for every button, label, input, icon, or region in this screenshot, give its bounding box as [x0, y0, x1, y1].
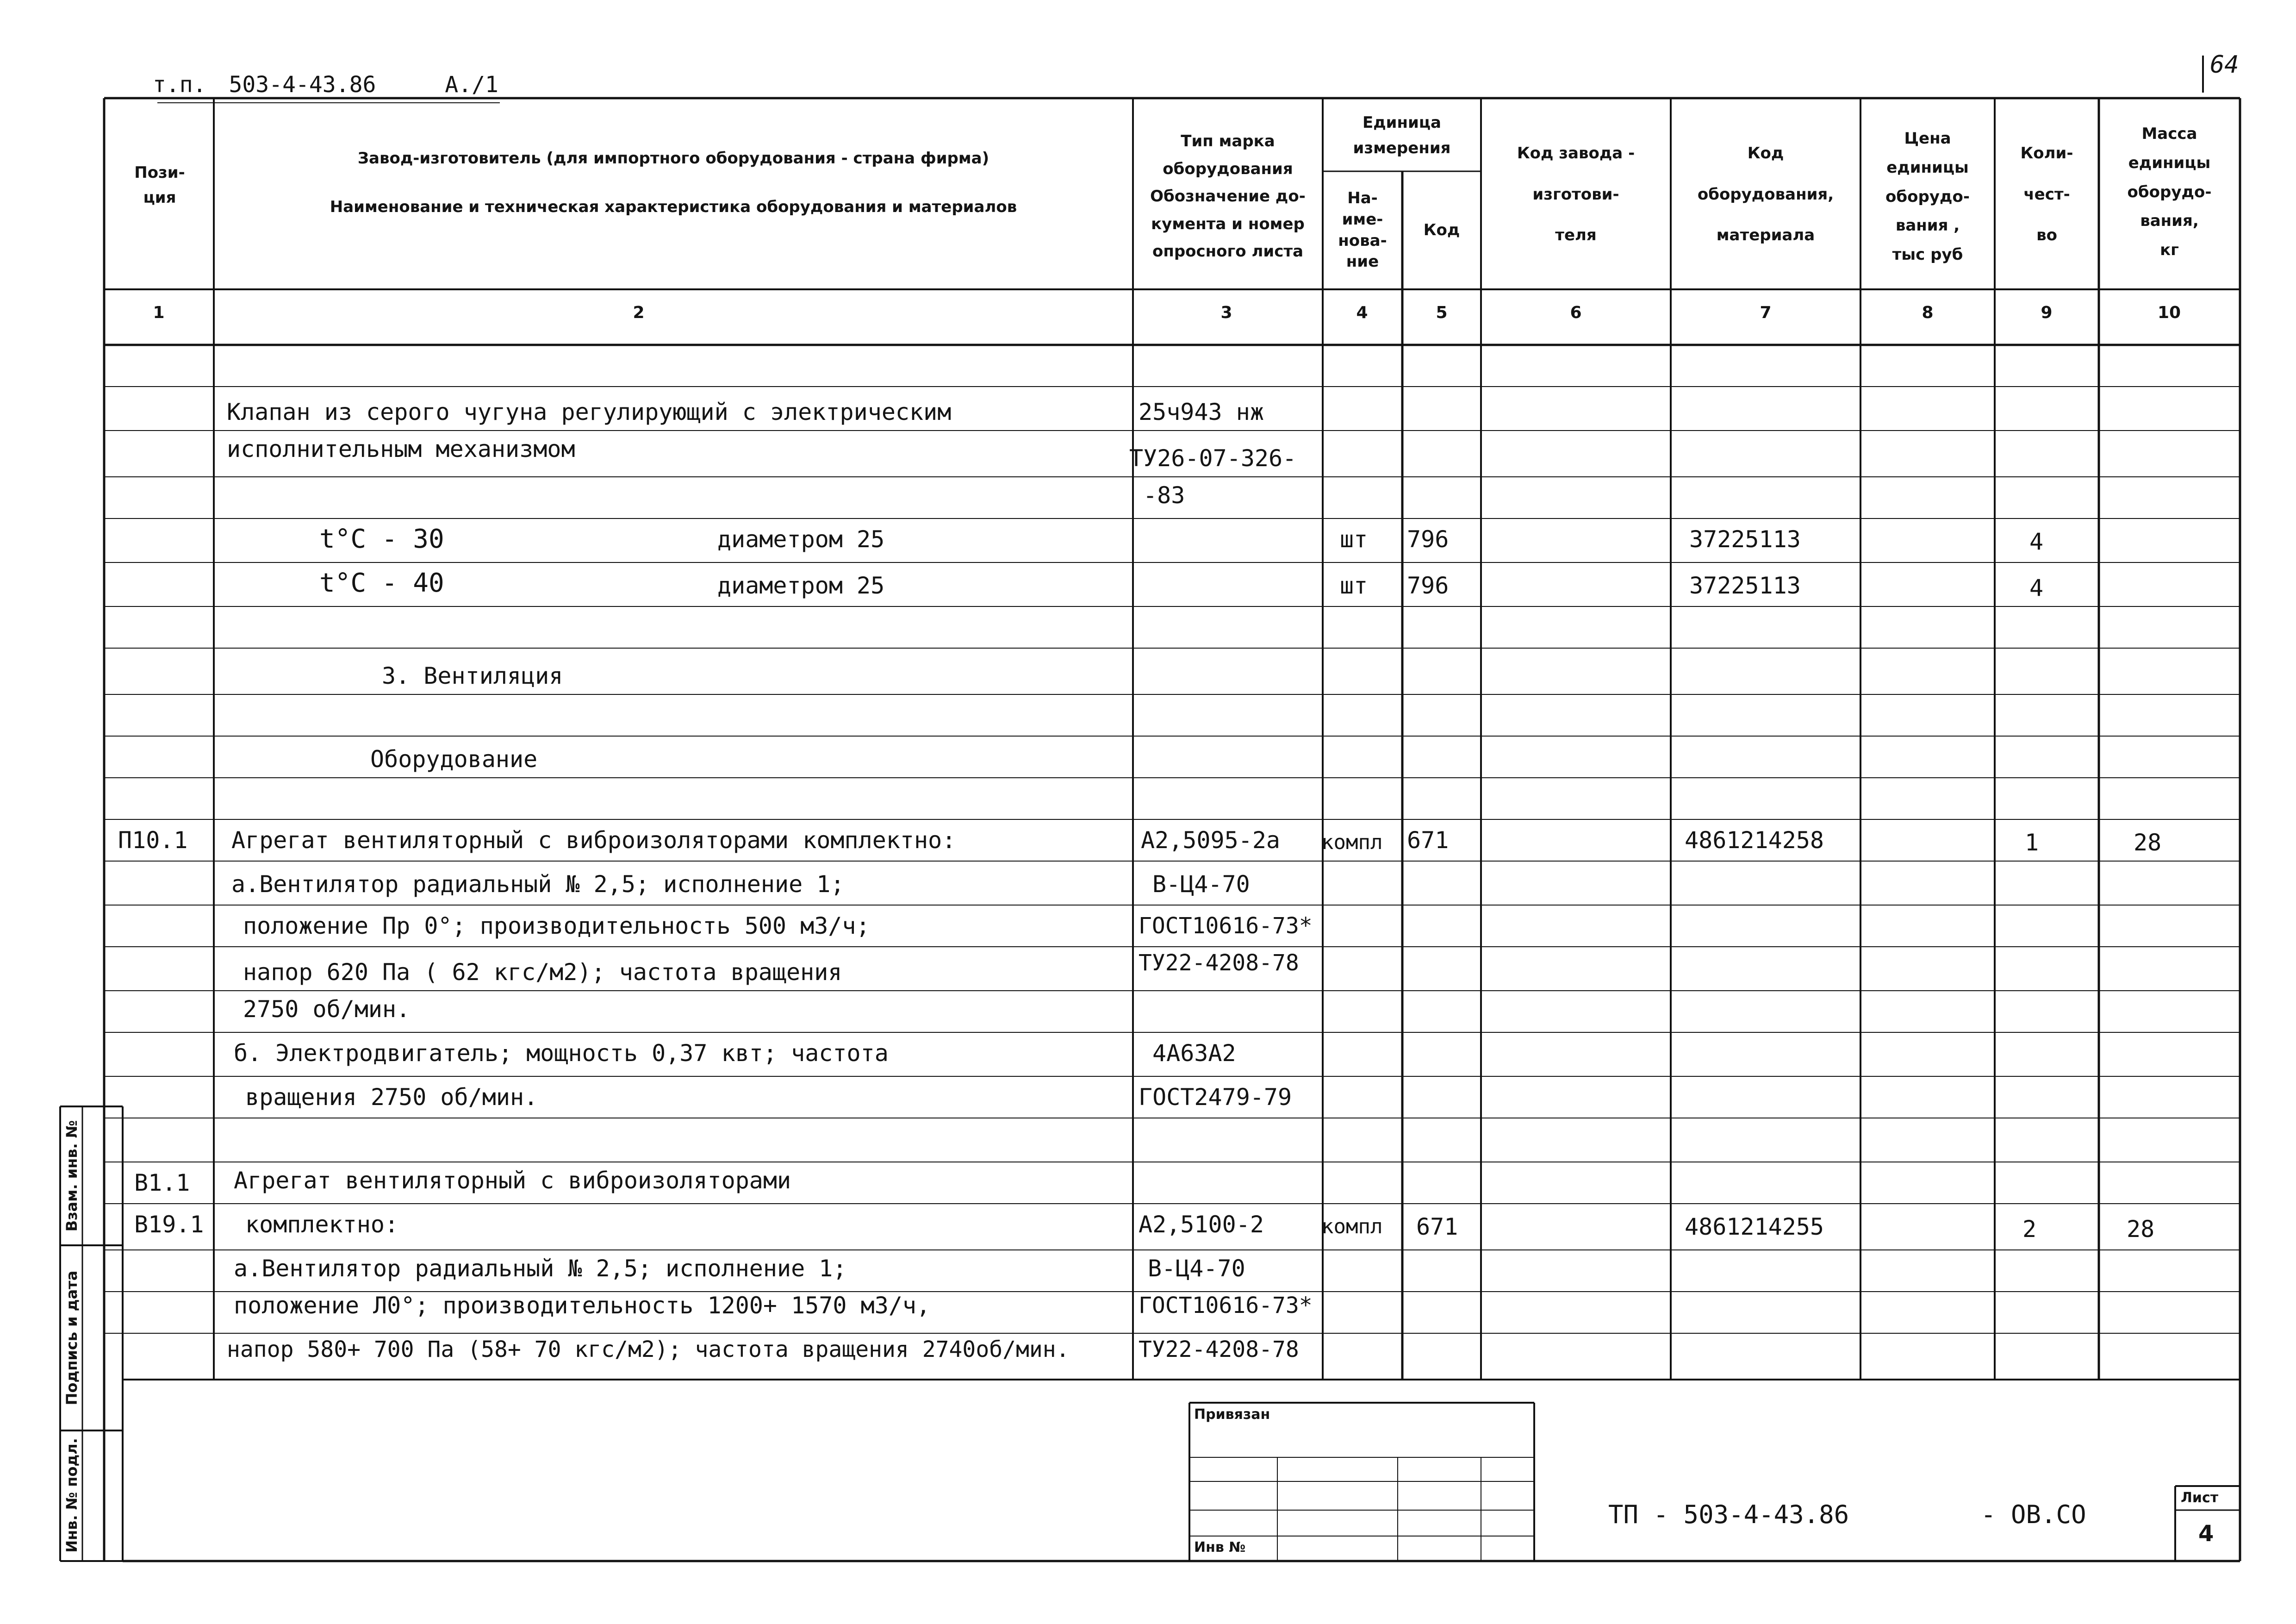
header-unit-name: На- име- нова- ние — [1338, 188, 1387, 271]
row-unit-code: 796 — [1407, 572, 1449, 599]
column-number: 9 — [2041, 303, 2053, 322]
side-label-sign-date: Подпись и дата — [63, 1270, 81, 1405]
row-position: В19.1 — [134, 1211, 204, 1238]
row-type: ГОСТ10616-73* — [1139, 913, 1313, 939]
row-equipment-code: 4861214255 — [1685, 1213, 1824, 1240]
header-mass: Масса единицы оборудо- вания, кг — [2127, 124, 2212, 260]
row-name: Клапан из серого чугуна регулирующий с электрическим — [227, 399, 952, 425]
stamp-privyazan: Привязан — [1194, 1406, 1270, 1423]
stamp-sheet-number: 4 — [2198, 1521, 2214, 1547]
stamp-mark: - ОВ.СО — [1981, 1500, 2086, 1529]
row-equipment-code: 4861214258 — [1685, 827, 1824, 854]
header-factory-code: Код завода - изготови- теля — [1517, 144, 1635, 245]
row-unit: шт — [1340, 572, 1368, 599]
row-type: ТУ22-4208-78 — [1139, 1337, 1299, 1362]
row-equipment-code: 37225113 — [1689, 572, 1801, 599]
column-number: 4 — [1356, 303, 1368, 322]
column-number: 7 — [1760, 303, 1772, 322]
row-name: Агрегат вентиляторный с виброизоляторами — [234, 1167, 791, 1194]
stamp-sheet-label: Лист — [2181, 1490, 2219, 1506]
section-title: 3. Вентиляция — [382, 662, 563, 689]
row-unit: компл — [1321, 831, 1383, 854]
header-price: Цена единицы оборудо- вания , тыс руб — [1885, 129, 1970, 264]
header-position: Пози- ция — [134, 163, 185, 207]
row-type: 25ч943 нж — [1139, 399, 1264, 425]
column-number: 3 — [1220, 303, 1232, 322]
row-type: А2,5095-2а — [1141, 827, 1281, 854]
column-number: 5 — [1436, 303, 1448, 322]
top-reference — [153, 72, 498, 98]
header-quantity: Коли- чест- во — [2020, 144, 2073, 245]
header-name-line1: Завод-изготовитель (для импортного оборудования - страна фирма) — [357, 149, 989, 168]
row-quantity: 4 — [2029, 528, 2044, 555]
row-name: t°C - 30 — [319, 524, 444, 554]
row-name: положение Л0°; производительность 1200+ 1570 м3/ч, — [234, 1292, 931, 1319]
row-unit-code: 671 — [1416, 1213, 1458, 1240]
side-label-vzam-inv: Взам. инв. № — [63, 1120, 81, 1232]
row-name: положение Пр 0°; производительность 500 м3/ч; — [243, 912, 870, 939]
row-name: б. Электродвигатель; мощность 0,37 квт; частота — [234, 1040, 889, 1067]
row-mass: 28 — [2134, 829, 2162, 856]
row-name: напор 620 Па ( 62 кгс/м2); частота вращения — [243, 959, 842, 986]
row-name: диаметром 25 — [717, 572, 885, 599]
row-type: ГОСТ10616-73* — [1139, 1293, 1313, 1318]
row-position: П10.1 — [118, 827, 188, 854]
top-ref-album: А./1 — [445, 72, 498, 98]
header-name-line2: Наименование и техническая характеристика оборудования и материалов — [330, 198, 1017, 216]
row-name: напор 580+ 700 Па (58+ 70 кгс/м2); частота вращения 2740об/мин. — [227, 1337, 1070, 1362]
row-name: t°C - 40 — [319, 568, 444, 598]
row-name: 2750 об/мин. — [243, 996, 411, 1023]
column-number: 1 — [153, 303, 165, 322]
stamp-inv-no: Инв № — [1194, 1539, 1246, 1555]
row-name: а.Вентилятор радиальный № 2,5; исполнение 1; — [234, 1255, 847, 1282]
header-type: Тип марка оборудования Обозначение до- кумента и номер опросного листа — [1150, 132, 1306, 261]
row-equipment-code: 37225113 — [1689, 526, 1801, 553]
row-name: Агрегат вентиляторный с виброизоляторами комплектно: — [231, 827, 956, 854]
column-number: 8 — [1922, 303, 1934, 322]
row-type: 4А63А2 — [1152, 1040, 1236, 1067]
stamp-document-code: ТП - 503-4-43.86 — [1608, 1500, 1849, 1529]
top-ref-tp: т.п. — [153, 72, 206, 98]
row-type: В-Ц4-70 — [1148, 1255, 1245, 1282]
row-unit: шт — [1340, 526, 1368, 553]
row-unit: компл — [1321, 1215, 1383, 1238]
row-quantity: 1 — [2025, 829, 2039, 856]
row-type: В-Ц4-70 — [1152, 871, 1250, 898]
row-type: А2,5100-2 — [1139, 1211, 1264, 1238]
row-name: комплектно: — [245, 1211, 399, 1238]
side-label-inv-no: Инв. № подл. — [63, 1438, 81, 1553]
row-name: вращения 2750 об/мин. — [245, 1084, 538, 1111]
column-number: 10 — [2157, 303, 2181, 322]
row-type: -83 — [1143, 482, 1185, 509]
row-quantity: 4 — [2029, 575, 2044, 601]
top-ref-number: 503-4-43.86 — [229, 72, 376, 98]
row-name: исполнительным механизмом — [227, 436, 575, 462]
header-unit-code: Код — [1423, 221, 1460, 240]
row-unit-code: 796 — [1407, 526, 1449, 553]
header-equipment-code: Код оборудования, материала — [1697, 144, 1834, 245]
row-type: ТУ26-07-326- — [1129, 445, 1297, 472]
row-position: В1.1 — [134, 1169, 190, 1196]
row-name: диаметром 25 — [717, 526, 885, 553]
subsection-title: Оборудование — [370, 746, 538, 773]
row-type: ТУ22-4208-78 — [1139, 950, 1299, 976]
row-type: ГОСТ2479-79 — [1139, 1084, 1292, 1111]
row-name: а.Вентилятор радиальный № 2,5; исполнение 1; — [231, 871, 845, 898]
column-number: 2 — [633, 303, 645, 322]
row-quantity: 2 — [2022, 1216, 2037, 1243]
row-mass: 28 — [2127, 1216, 2155, 1243]
column-number: 6 — [1570, 303, 1582, 322]
corner-sheet-number: 64 — [2210, 51, 2239, 79]
header-unit: Единица измерения — [1353, 113, 1451, 157]
row-unit-code: 671 — [1407, 827, 1449, 854]
